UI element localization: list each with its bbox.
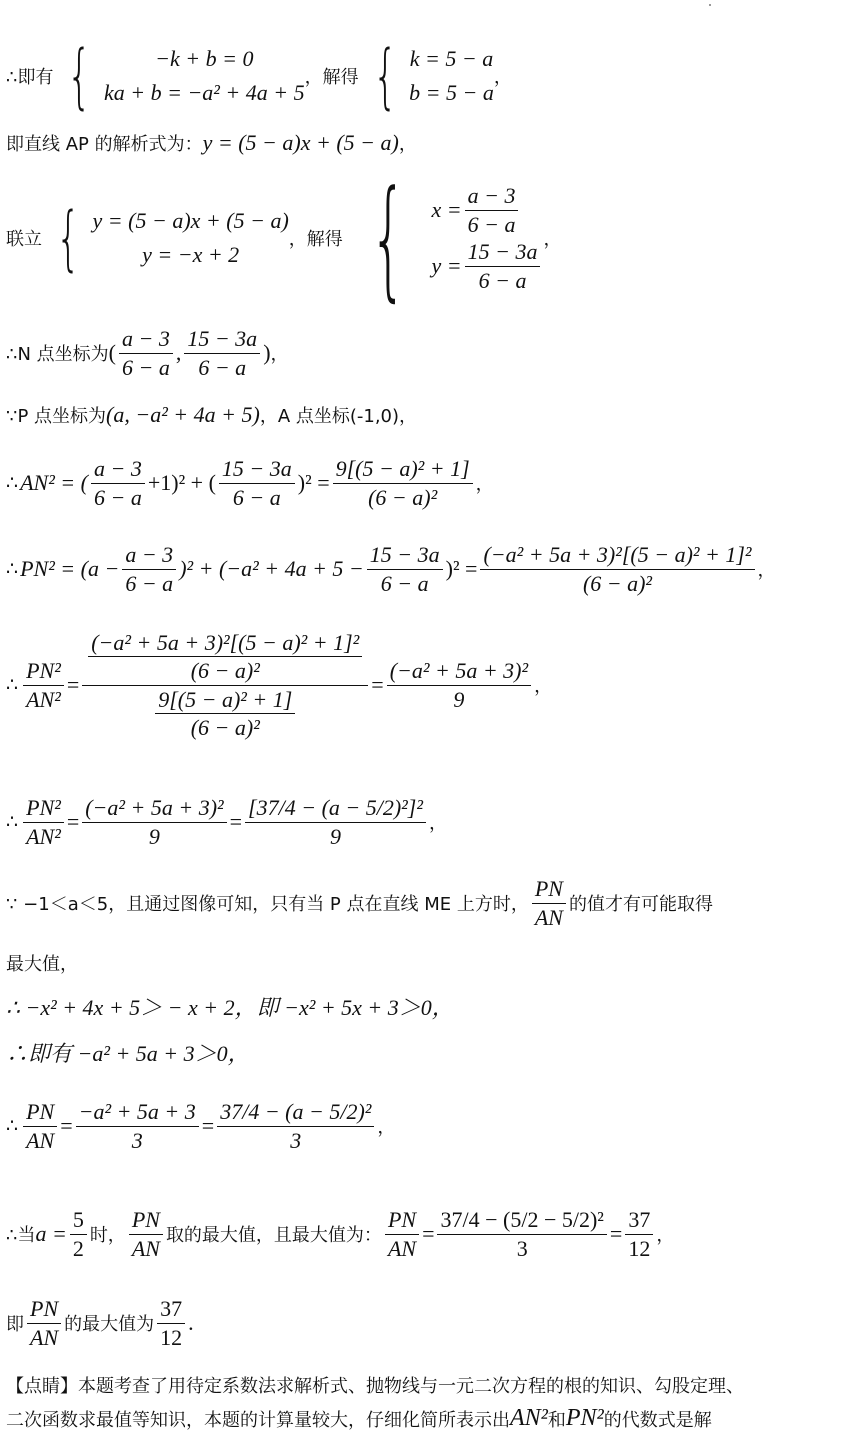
- denominator: AN: [387, 1235, 417, 1261]
- numerator: 5: [70, 1206, 87, 1235]
- text: ∵ −1＜a＜5，且通过图像可知，只有当 P 点在直线 ME 上方时，: [6, 894, 529, 915]
- numerator: PN: [129, 1206, 163, 1235]
- denominator: 9: [453, 686, 465, 712]
- p-a-coordinates: [6, 398, 839, 432]
- eq-system-kb: [6, 35, 839, 117]
- commentary-text: 的代数式是解: [603, 1409, 712, 1431]
- denominator: 6 − a: [93, 484, 142, 510]
- equals: =: [422, 1221, 435, 1246]
- punct: ，: [493, 67, 512, 88]
- denominator: 12: [628, 1235, 651, 1261]
- commentary-line: [6, 1402, 839, 1435]
- denominator: AN: [131, 1235, 160, 1261]
- equals: =: [609, 1221, 623, 1246]
- denominator: 6 − a: [125, 570, 174, 596]
- denominator: (6 − a)²: [368, 484, 438, 510]
- numerator: 15 − 3a: [465, 238, 541, 267]
- numerator: 15 − 3a: [367, 541, 443, 570]
- an-squared-equation: ∴ AN² = ( $\frac{a - 3}{6 - a}$ +1)² + ( $\frac{15 - 3a}{6 - a}$ )² = $\frac{\text{9[(5 − a)² + 1]}}{\text{(6 − a)²}}$ ，: [6, 456, 494, 510]
- equation-row: y = −x + 2: [142, 242, 240, 267]
- denominator: 6 − a: [121, 354, 170, 380]
- lhs: AN² = (: [20, 470, 88, 495]
- numerator: a − 3: [465, 182, 519, 211]
- denominator: (6 − a)²: [582, 570, 653, 596]
- line-ap-expression: [6, 128, 839, 158]
- scan-speck: [709, 4, 711, 6]
- equation-row: k = 5 − a: [409, 45, 494, 71]
- text: 和: [547, 1409, 566, 1431]
- term: )² + (−a² + 4a + 5 −: [179, 556, 364, 581]
- equation-row: −k + b = 0: [155, 45, 254, 71]
- equals: =: [201, 1113, 215, 1138]
- prefix-text: ∴当: [6, 1225, 36, 1246]
- numerator: PN: [27, 1295, 61, 1324]
- punct: ，: [398, 134, 417, 155]
- numerator: PN: [385, 1206, 419, 1235]
- denominator: 12: [160, 1324, 183, 1350]
- denominator: 3: [516, 1235, 528, 1261]
- solve-text: ，解得: [304, 67, 359, 88]
- pn-squared: PN²: [565, 1405, 604, 1431]
- numerator: −a² + 5a + 3: [76, 1098, 199, 1127]
- numerator: 37: [157, 1295, 185, 1324]
- system-equations: [93, 204, 289, 272]
- numerator: PN²: [23, 657, 64, 686]
- equals: =: [66, 672, 80, 697]
- denominator: 9: [148, 823, 160, 849]
- numerator: 15 − 3a: [219, 455, 295, 484]
- numerator: PN²: [23, 794, 64, 823]
- numerator: 37: [625, 1206, 653, 1235]
- pn-squared-equation: ∴ PN² = (a − $\frac{a - 3}{6 - a}$ )² + (−a² + 4a + 5 − $\frac{15 - 3a}{6 - a}$ )² = $\frac{\text{(−a² + 5a + 3)²[(5 − a)² + 1]²}}{\text{(6 − a)²}}$ ，: [6, 542, 776, 596]
- punct: ，: [377, 1117, 396, 1138]
- conclusion-line: [6, 1292, 839, 1354]
- ratio-equation: ∴ $\frac{PN}{AN}$ = $\frac{\text{−a² + 5a + 3}}{3}$ = $\frac{\text{37/4 − (a − 5/2)²}}{3}$ ，: [6, 1099, 396, 1153]
- denominator: 3: [131, 1127, 143, 1153]
- ratio-squared-completed: ∴ $\frac{\text{PN²}}{\text{AN²}}$ = $\frac{\text{(−a² + 5a + 3)²}}{9}$ = $\frac{\text{[37/4 − (a − 5/2)²]²}}{9}$ ，: [6, 795, 447, 849]
- lhs: PN² = (a −: [20, 556, 120, 581]
- formula: y = (5 − a)x + (5 − a): [202, 130, 399, 155]
- lhs: x =: [431, 196, 462, 222]
- inequality-a-line: [6, 1036, 839, 1068]
- prefix-text: 即: [6, 1314, 24, 1335]
- numerator: PN: [532, 875, 566, 904]
- text-line: [6, 948, 839, 978]
- equation-row: b = 5 − a: [409, 80, 494, 105]
- denominator: 6 − a: [232, 484, 281, 510]
- range-condition: [6, 872, 839, 934]
- denominator: (6 − a)²: [190, 715, 260, 740]
- denominator: AN: [26, 1127, 55, 1153]
- commentary-line: [6, 1370, 839, 1400]
- denominator: AN²: [26, 686, 61, 712]
- commentary-text: 二次函数求最值等知识，本题的计算量较大，仔细化简所表示出: [6, 1409, 510, 1431]
- numerator: 15 − 3a: [184, 325, 260, 354]
- numerator: 37/4 − (a − 5/2)²: [217, 1098, 374, 1127]
- equals: =: [66, 809, 80, 834]
- denominator: 6 − a: [198, 354, 247, 380]
- numerator: 9[(5 − a)² + 1]: [155, 686, 295, 715]
- text: 时，: [89, 1225, 126, 1246]
- prefix-text: ∵P 点坐标为: [6, 406, 107, 427]
- numerator: (−a² + 5a + 3)²: [82, 794, 226, 823]
- left-brace: {: [369, 162, 407, 314]
- denominator: 2: [72, 1235, 84, 1261]
- punct: ，: [543, 229, 562, 250]
- punct: ，: [534, 676, 553, 697]
- text: 取的最大值，且最大值为：: [165, 1225, 382, 1246]
- equals: =: [60, 1113, 73, 1138]
- numerator: 37/4 − (5/2 − 5/2)²: [437, 1206, 606, 1235]
- numerator: a − 3: [91, 455, 145, 484]
- denominator: 9: [329, 823, 341, 849]
- numerator: a − 3: [122, 541, 176, 570]
- system-equations: [104, 42, 305, 110]
- max-value-line: [6, 1190, 839, 1278]
- prefix-text: 联立: [6, 229, 42, 250]
- denominator: (6 − a)²: [190, 658, 260, 683]
- numerator: (−a² + 5a + 3)²: [387, 657, 531, 686]
- term: )² =: [297, 470, 330, 495]
- system-solution: [409, 42, 494, 110]
- punct: .: [188, 1310, 194, 1335]
- numerator: a − 3: [119, 325, 173, 354]
- denominator: AN²: [26, 823, 61, 849]
- denominator: 6 − a: [467, 211, 516, 237]
- an-squared: AN²: [510, 1405, 548, 1431]
- inequality-line: [6, 990, 839, 1022]
- compound-fraction: [82, 629, 368, 742]
- solve-text: ，解得: [288, 229, 343, 250]
- text: 的最大值为: [64, 1314, 155, 1335]
- text: 即直线 AP 的解析式为：: [6, 134, 203, 155]
- equation-row: y = (5 − a)x + (5 − a): [92, 207, 289, 233]
- lhs: y =: [431, 252, 462, 278]
- denominator: AN: [30, 1324, 59, 1350]
- left-brace: {: [56, 197, 81, 279]
- equals: =: [229, 809, 243, 834]
- eq-system-intersection: [6, 162, 839, 314]
- punct: ，: [428, 813, 447, 834]
- p-coordinate: (a, −a² + 4a + 5): [106, 402, 260, 427]
- ratio-squared-equation: ∴ $\frac{\text{PN²}}{\text{AN²}}$ = $\frac{\frac{\text{(−a² + 5a + 3)²[(5 − a)² + 1]²}}{\text{(6 − a)²}}}{\frac{\text{9[(5 − a)² + 1]}}{\text{(6 − a)²}}}$ = $\frac{\text{(−a² + 5a + 3)²}}{9}$ ，: [6, 629, 553, 740]
- a-equals: a =: [35, 1221, 67, 1246]
- prefix-text: ∴即有: [6, 67, 54, 88]
- a-coordinate-text: ，A 点坐标(-1,0)，: [259, 406, 418, 427]
- numerator: 9[(5 − a)² + 1]: [333, 455, 473, 484]
- left-brace: {: [372, 35, 398, 117]
- term: +1)² + (: [147, 470, 216, 495]
- numerator: PN: [23, 1098, 57, 1127]
- text: 的值才有可能取得: [568, 894, 713, 915]
- numerator: [37/4 − (a − 5/2)²]²: [245, 794, 426, 823]
- numerator: (−a² + 5a + 3)²[(5 − a)² + 1]²: [480, 541, 754, 570]
- punct: ，: [270, 344, 289, 365]
- denominator: AN: [534, 904, 563, 930]
- equation-row: ka + b = −a² + 4a + 5: [104, 80, 305, 105]
- denominator: 6 − a: [478, 267, 527, 293]
- n-coordinates: ∴N 点坐标为 ( $\frac{a - 3}{6 - a}$ , $\frac{15 - 3a}{6 - a}$ ) ，: [6, 326, 289, 380]
- term: )² =: [445, 556, 478, 581]
- commentary-text: 【点睛】本题考查了用待定系数法求解析式、抛物线与一元二次方程的根的知识、勾股定理、: [6, 1376, 744, 1397]
- inequality: ∴即有 −a² + 5a + 3＞0，: [6, 1040, 250, 1066]
- prefix-text: ∴N 点坐标为: [6, 344, 109, 365]
- numerator: (−a² + 5a + 3)²[(5 − a)² + 1]²: [88, 629, 362, 658]
- punct: ，: [475, 474, 494, 495]
- text: 最大值，: [6, 954, 78, 975]
- denominator: 6 − a: [380, 570, 429, 596]
- denominator: 3: [290, 1127, 302, 1153]
- punct: ，: [656, 1225, 675, 1246]
- punct: ，: [757, 560, 776, 581]
- system-solution: [431, 182, 543, 294]
- left-brace: {: [67, 35, 92, 117]
- inequality: ∴ −x² + 4x + 5＞ − x + 2，即 −x² + 5x + 3＞0，: [6, 994, 454, 1020]
- equals: =: [371, 672, 384, 697]
